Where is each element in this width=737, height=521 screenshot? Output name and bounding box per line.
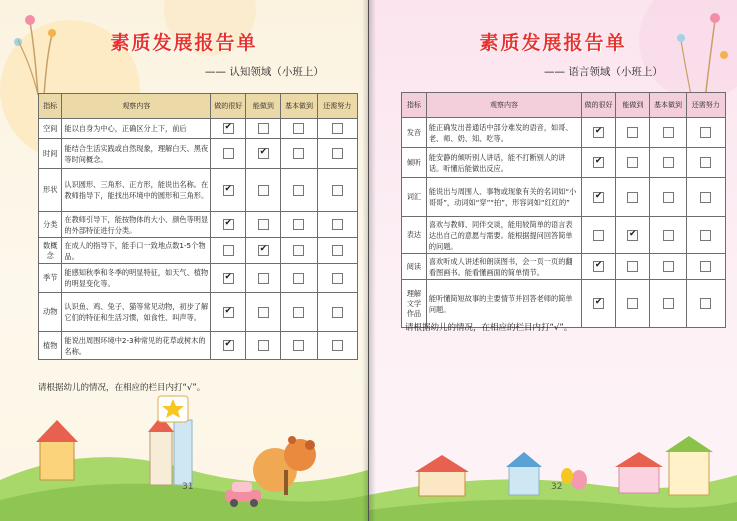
rating-cell: [281, 332, 317, 360]
rating-cell: [211, 293, 246, 332]
observation-cell: 认识鱼、鸡、兔子、猫等常见动物，初步了解它们的特征和生活习惯，如食性、叫声等。: [62, 293, 211, 332]
indicator-cell: 植物: [39, 332, 62, 360]
checkbox-empty[interactable]: [293, 123, 304, 134]
rating-cell: [281, 212, 317, 238]
indicator-cell: 数概念: [39, 238, 62, 264]
checkbox-empty[interactable]: [258, 185, 269, 196]
page-subtitle: —— 认知领域（小班上）: [205, 66, 324, 78]
rating-cell: [246, 212, 281, 238]
table-row: [402, 118, 726, 148]
checkbox-empty[interactable]: [332, 148, 343, 159]
page-title: 素质发展报告单: [110, 32, 258, 54]
checkbox-checked[interactable]: [258, 148, 269, 159]
col-header: 基本做到: [281, 94, 317, 119]
checkbox-empty[interactable]: [627, 127, 638, 138]
checkbox-empty[interactable]: [332, 219, 343, 230]
rating-cell: [650, 217, 686, 254]
observation-cell: 能说出周围环境中2-3种常见的花草或树木的名称。: [62, 332, 211, 360]
rating-cell: [317, 264, 357, 293]
report-table: [38, 93, 358, 360]
observation-cell: 能说出与周围人、事物或现象有关的名词如“小哥哥”，动词如“穿”“拍”，形容词如“红红的”: [426, 178, 581, 217]
checkbox-empty[interactable]: [293, 185, 304, 196]
checkbox-empty[interactable]: [700, 230, 711, 241]
checkbox-empty[interactable]: [258, 307, 269, 318]
observation-cell: 能正确发出普通话中部分难发的语音，如哥、老、师、奶、知、吃等。: [426, 118, 581, 148]
rating-cell: [246, 293, 281, 332]
table-row: [39, 293, 358, 332]
rating-cell: [650, 118, 686, 148]
checkbox-empty[interactable]: [332, 307, 343, 318]
col-header: 能做到: [616, 93, 650, 118]
indicator-cell: 分类: [39, 212, 62, 238]
table-row: [39, 212, 358, 238]
rating-cell: [211, 238, 246, 264]
indicator-cell: 季节: [39, 264, 62, 293]
checkbox-empty[interactable]: [627, 261, 638, 272]
indicator-cell: 倾听: [402, 148, 427, 178]
checkbox-checked[interactable]: [627, 230, 638, 241]
rating-cell: [281, 264, 317, 293]
table-row: [39, 119, 358, 139]
checkbox-empty[interactable]: [332, 340, 343, 351]
instruction-note: 请根据幼儿的情况，在相应的栏目内打“√”。: [38, 383, 206, 393]
rating-cell: [317, 119, 357, 139]
rating-cell: [686, 280, 725, 328]
col-header: 做的很好: [582, 93, 616, 118]
checkbox-empty[interactable]: [223, 148, 234, 159]
table-row: [39, 238, 358, 264]
checkbox-checked[interactable]: [593, 298, 604, 309]
rating-cell: [281, 293, 317, 332]
table-row: [39, 169, 358, 212]
col-header: 指标: [402, 93, 427, 118]
col-header: 做的很好: [211, 94, 246, 119]
rating-cell: [281, 119, 317, 139]
col-header: 能做到: [246, 94, 281, 119]
checkbox-checked[interactable]: [223, 340, 234, 351]
indicator-cell: 词汇: [402, 178, 427, 217]
indicator-cell: 表达: [402, 217, 427, 254]
checkbox-empty[interactable]: [258, 219, 269, 230]
rating-cell: [246, 238, 281, 264]
rating-cell: [582, 148, 616, 178]
checkbox-empty[interactable]: [663, 127, 674, 138]
table-row: [402, 217, 726, 254]
rating-cell: [650, 280, 686, 328]
rating-cell: [616, 118, 650, 148]
rating-cell: [650, 254, 686, 280]
col-header: 还需努力: [686, 93, 725, 118]
checkbox-empty[interactable]: [258, 123, 269, 134]
table-row: [402, 148, 726, 178]
table-header-row: [39, 94, 358, 119]
rating-cell: [211, 332, 246, 360]
observation-cell: 能结合生活实践或自然现象，理解白天、黑夜等时间概念。: [62, 139, 211, 169]
checkbox-empty[interactable]: [293, 245, 304, 256]
checkbox-empty[interactable]: [663, 192, 674, 203]
observation-cell: 在教师引导下，能按物体的大小、颜色等明显的外部特征进行分类。: [62, 212, 211, 238]
checkbox-empty[interactable]: [700, 157, 711, 168]
checkbox-empty[interactable]: [332, 245, 343, 256]
checkbox-empty[interactable]: [663, 298, 674, 309]
page-number: 31: [182, 482, 194, 492]
checkbox-empty[interactable]: [258, 273, 269, 284]
observation-cell: 能安静的倾听别人讲话，能不打断别人的讲话。听懂后能做出反应。: [426, 148, 581, 178]
checkbox-empty[interactable]: [223, 245, 234, 256]
rating-cell: [317, 139, 357, 169]
observation-cell: 认识圆形、三角形、正方形，能说出名称。在教师指导下，能找出环境中的圆形和三角形。: [62, 169, 211, 212]
checkbox-checked[interactable]: [593, 157, 604, 168]
indicator-cell: 时间: [39, 139, 62, 169]
checkbox-empty[interactable]: [663, 157, 674, 168]
checkbox-empty[interactable]: [700, 192, 711, 203]
rating-cell: [211, 264, 246, 293]
rating-cell: [686, 178, 725, 217]
checkbox-checked[interactable]: [593, 261, 604, 272]
rating-cell: [281, 169, 317, 212]
rating-cell: [211, 212, 246, 238]
rating-cell: [317, 212, 357, 238]
rating-cell: [616, 280, 650, 328]
rating-cell: [317, 332, 357, 360]
rating-cell: [246, 264, 281, 293]
checkbox-checked[interactable]: [258, 245, 269, 256]
rating-cell: [246, 332, 281, 360]
checkbox-empty[interactable]: [332, 273, 343, 284]
rating-cell: [281, 139, 317, 169]
table-row: [402, 178, 726, 217]
checkbox-empty[interactable]: [332, 123, 343, 134]
rating-cell: [686, 254, 725, 280]
rating-cell: [686, 148, 725, 178]
rating-cell: [616, 178, 650, 217]
checkbox-checked[interactable]: [223, 307, 234, 318]
col-header: 还需努力: [317, 94, 357, 119]
col-header: 观察内容: [426, 93, 581, 118]
rating-cell: [582, 280, 616, 328]
rating-cell: [211, 119, 246, 139]
table-row: [39, 139, 358, 169]
col-header: 指标: [39, 94, 62, 119]
checkbox-empty[interactable]: [700, 298, 711, 309]
checkbox-checked[interactable]: [593, 192, 604, 203]
left-page: [0, 0, 368, 521]
rating-cell: [686, 118, 725, 148]
rating-cell: [650, 148, 686, 178]
checkbox-checked[interactable]: [593, 127, 604, 138]
indicator-cell: 动物: [39, 293, 62, 332]
checkbox-empty[interactable]: [663, 230, 674, 241]
checkbox-empty[interactable]: [663, 261, 674, 272]
page-number: 32: [551, 482, 563, 492]
rating-cell: [582, 217, 616, 254]
rating-cell: [317, 169, 357, 212]
rating-cell: [246, 119, 281, 139]
checkbox-empty[interactable]: [627, 157, 638, 168]
checkbox-empty[interactable]: [332, 185, 343, 196]
rating-cell: [211, 139, 246, 169]
rating-cell: [211, 169, 246, 212]
page-subtitle: —— 语言领域（小班上）: [544, 66, 663, 78]
checkbox-empty[interactable]: [258, 340, 269, 351]
checkbox-empty[interactable]: [293, 273, 304, 284]
rating-cell: [281, 238, 317, 264]
observation-cell: 能听懂简短故事的主要情节并回答老师的简单问题。: [426, 280, 581, 328]
col-header: 基本做到: [650, 93, 686, 118]
rating-cell: [650, 178, 686, 217]
checkbox-empty[interactable]: [293, 219, 304, 230]
checkbox-checked[interactable]: [223, 123, 234, 134]
checkbox-checked[interactable]: [223, 219, 234, 230]
report-table: [401, 92, 726, 328]
indicator-cell: 空间: [39, 119, 62, 139]
checkbox-empty[interactable]: [627, 298, 638, 309]
rating-cell: [246, 139, 281, 169]
right-page: [369, 0, 737, 521]
rating-cell: [317, 293, 357, 332]
rating-cell: [317, 238, 357, 264]
checkbox-empty[interactable]: [293, 307, 304, 318]
checkbox-empty[interactable]: [593, 230, 604, 241]
checkbox-empty[interactable]: [293, 148, 304, 159]
table-row: [402, 254, 726, 280]
rating-cell: [616, 217, 650, 254]
rating-cell: [616, 148, 650, 178]
page-title: 素质发展报告单: [479, 32, 627, 54]
checkbox-empty[interactable]: [700, 261, 711, 272]
table-row: [39, 332, 358, 360]
table-header-row: [402, 93, 726, 118]
rating-cell: [582, 254, 616, 280]
checkbox-checked[interactable]: [223, 185, 234, 196]
indicator-cell: 形状: [39, 169, 62, 212]
rating-cell: [582, 118, 616, 148]
rating-cell: [582, 178, 616, 217]
checkbox-empty[interactable]: [700, 127, 711, 138]
indicator-cell: 理解文学作品: [402, 280, 427, 328]
rating-cell: [686, 217, 725, 254]
observation-cell: 在成人的指导下，能手口一致地点数1-5个物品。: [62, 238, 211, 264]
observation-cell: 喜欢与教师、同伴交谈，能用较简单的语言表达出自己的意愿与需要。能根据提问回答简单的问题。: [426, 217, 581, 254]
col-header: 观察内容: [62, 94, 211, 119]
table-row: [39, 264, 358, 293]
rating-cell: [616, 254, 650, 280]
observation-cell: 能感知秋季和冬季的明显特征，如天气、植物的明显变化等。: [62, 264, 211, 293]
checkbox-checked[interactable]: [223, 273, 234, 284]
book-gutter: [362, 0, 376, 521]
checkbox-empty[interactable]: [293, 340, 304, 351]
indicator-cell: 阅读: [402, 254, 427, 280]
observation-cell: 能以自身为中心，正确区分上下，前后: [62, 119, 211, 139]
checkbox-empty[interactable]: [627, 192, 638, 203]
observation-cell: 喜欢听成人讲述和朗读图书，会一页一页的翻看图画书。能看懂画面的简单情节。: [426, 254, 581, 280]
indicator-cell: 发音: [402, 118, 427, 148]
rating-cell: [246, 169, 281, 212]
instruction-note: 请根据幼儿的情况，在相应的栏目内打“√”。: [405, 323, 573, 333]
